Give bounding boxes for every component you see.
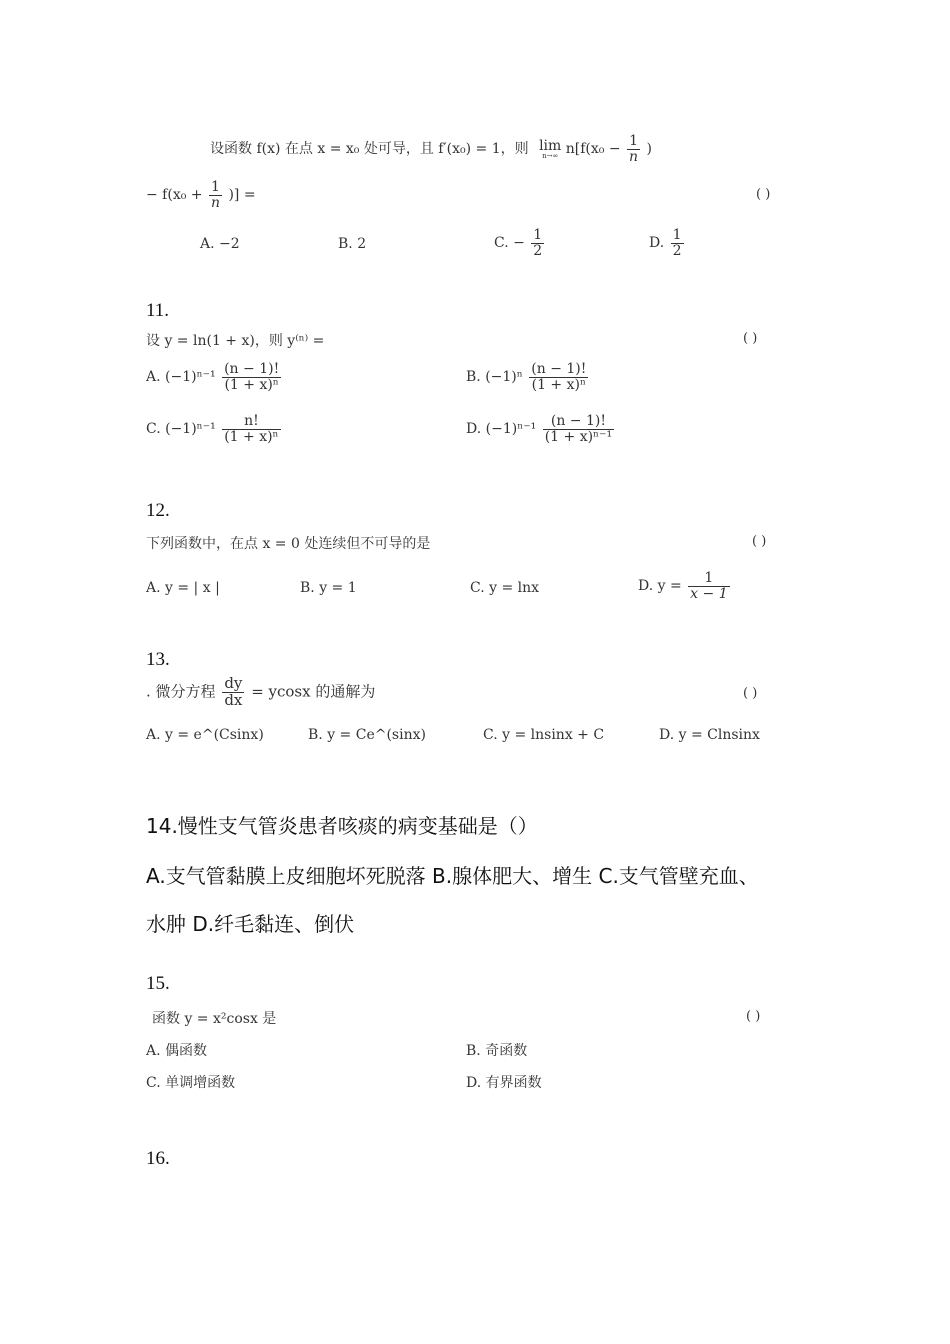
q10-stem-line2 [146,180,256,210]
q10-option-d-prefix: D. [649,235,665,252]
q10-frac2-den: n [210,194,220,211]
q10-fraction2 [209,180,222,210]
q10-stem-line1 [210,134,652,164]
q16-number: 16. [146,1148,170,1169]
q15-stem: 函数 y = x²cosx 是 [152,1011,277,1027]
q11-answer-paren: ( ) [743,331,758,346]
q15-option-d: D. 有界函数 [466,1075,542,1091]
q10-frac2-num: 1 [209,180,222,196]
q10-line2-start: − f(x₀ + [146,187,203,204]
q11-stem: 设 y = ln(1 + x)，则 y⁽ⁿ⁾ = [146,333,325,349]
q13-option-d: D. y = Clnsinx [659,727,760,743]
q11-option-a-den: (1 + x)ⁿ [224,376,279,393]
q13-number: 13. [146,649,170,670]
q10-close1: ) [646,141,652,158]
q13-option-b: B. y = Ce^(sinx) [308,727,426,743]
q12-option-d-prefix: D. y = [638,578,682,595]
q15-option-c: C. 单调增函数 [146,1075,236,1091]
q10-option-c-fraction [531,228,544,258]
q13-option-a: A. y = e^(Csinx) [146,727,264,743]
q11-option-c-num: n! [222,414,280,430]
q15-number: 15. [146,973,170,994]
q10-frac-den: n [629,148,639,165]
q10-lim-label: lim [539,137,562,154]
q12-option-d-fraction [688,571,729,601]
q11-option-a-fraction [222,362,281,392]
q10-option-d-den: 2 [672,242,682,259]
q12-option-b: B. y = 1 [300,580,357,596]
q11-option-d-den: (1 + x)ⁿ⁻¹ [544,428,613,445]
q10-frac-num: 1 [627,134,640,150]
q13-stem-fraction [222,676,244,709]
q13-option-c: C. y = lnsinx + C [483,727,605,743]
q10-option-c-num: 1 [533,227,543,243]
q11-option-d [466,414,616,444]
q12-option-c: C. y = lnx [470,580,540,596]
q10-option-c-prefix: C. − [494,235,525,252]
q12-number: 12. [146,500,170,521]
q15-answer-paren: ( ) [746,1009,761,1024]
q11-option-b-den: (1 + x)ⁿ [531,376,587,393]
q13-stem-suffix: = ycosx 的通解为 [251,682,376,701]
q10-lim-expr: n[f(x₀ − [565,141,621,158]
q10-fraction [627,134,640,164]
q12-stem: 下列函数中，在点 x = 0 处连续但不可导的是 [146,536,431,552]
q13-stem-num: dy [224,674,243,692]
q14-stem: 14.慢性支气管炎患者咳痰的病变基础是（） [146,814,538,838]
q11-option-c-den: (1 + x)ⁿ [224,428,279,445]
q13-answer-paren: ( ) [743,686,758,701]
q10-option-d-fraction [671,228,684,258]
q11-option-a [146,362,283,392]
q11-option-d-num: (n − 1)! [543,414,614,430]
q10-option-b: B. 2 [338,236,367,252]
q10-limit [539,139,561,160]
q11-option-c-prefix: C. (−1)ⁿ⁻¹ [146,421,216,438]
q10-lim-sub: n→∞ [542,151,559,160]
q14-options-line2: 水肿 D.纤毛黏连、倒伏 [146,912,355,936]
q10-answer-paren: ( ) [756,187,771,202]
q13-stem-prefix: . 微分方程 [146,682,216,701]
q10-option-c [494,228,546,258]
q11-option-c [146,414,283,444]
q12-option-d-den: x − 1 [690,585,728,602]
q11-number: 11. [146,300,170,321]
q13-stem-den: dx [224,690,243,709]
q13-stem [146,676,375,709]
q10-option-c-den: 2 [533,242,543,259]
q10-option-a: A. −2 [200,236,240,252]
q10-stem-text: 设函数 f(x) 在点 x = x₀ 处可导，且 f′(x₀) = 1，则 [210,141,529,158]
q14-options-line1: A.支气管黏膜上皮细胞坏死脱落 B.腺体肥大、增生 C.支气管壁充血、 [146,864,759,888]
q11-option-c-fraction [222,414,280,444]
q11-option-b-fraction [529,362,588,392]
q11-option-a-num: (n − 1)! [224,361,280,377]
q11-option-d-fraction [543,414,614,444]
q11-option-a-prefix: A. (−1)ⁿ⁻¹ [146,369,216,386]
q10-option-d [649,228,686,258]
q15-option-a: A. 偶函数 [146,1043,208,1059]
q11-option-b-prefix: B. (−1)ⁿ [466,369,523,386]
q11-option-b-num: (n − 1)! [531,361,587,377]
q11-option-b [466,362,590,392]
q12-option-d [638,571,732,601]
q12-option-a: A. y = | x | [146,580,220,596]
q12-answer-paren: ( ) [752,534,767,549]
q12-option-d-num: 1 [688,571,729,587]
q10-line2-end: )] = [228,187,256,204]
q15-option-b: B. 奇函数 [466,1043,528,1059]
q10-option-d-num: 1 [672,227,682,243]
q11-option-d-prefix: D. (−1)ⁿ⁻¹ [466,421,537,438]
